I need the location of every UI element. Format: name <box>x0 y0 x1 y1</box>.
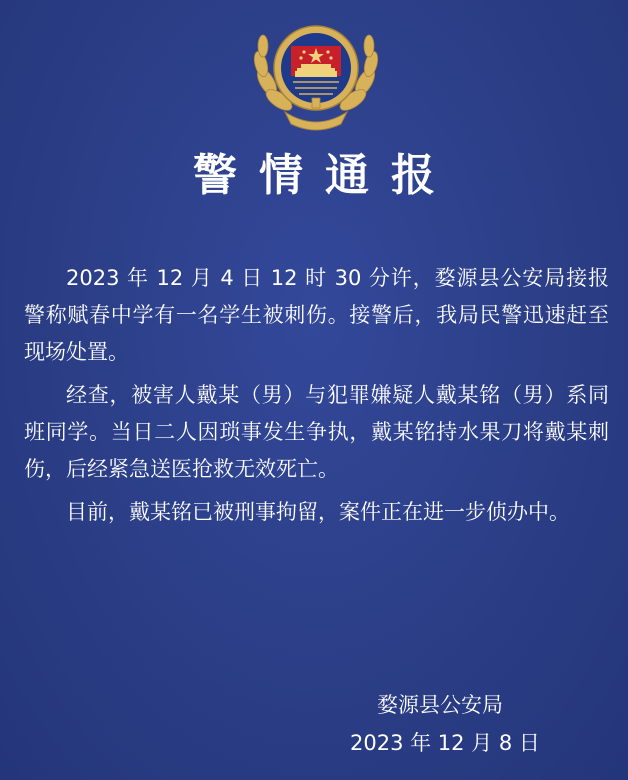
notice-title: 警情通报 <box>193 150 457 201</box>
notice-paragraph-2: 经查，被害人戴某（男）与犯罪嫌疑人戴某铭（男）系同班同学。当日二人因琐事发生争执，戴某铭持水果刀将戴某刺伤，后经紧急送医抢救无效死亡。 <box>24 383 609 481</box>
signature-organization: 婺源县公安局 <box>377 693 503 717</box>
notice-body <box>24 260 609 537</box>
notice-paragraph-3: 目前，戴某铭已被刑事拘留，案件正在进一步侦办中。 <box>66 500 570 524</box>
notice-paragraph-1: 2023 年 12 月 4 日 12 时 30 分许，婺源县公安局接报警称赋春中学有一名学生被刺伤。接警后，我局民警迅速赶至现场处置。 <box>24 266 609 364</box>
police-emblem-icon <box>245 12 387 134</box>
signature-date: 2023 年 12 月 8 日 <box>350 731 540 755</box>
